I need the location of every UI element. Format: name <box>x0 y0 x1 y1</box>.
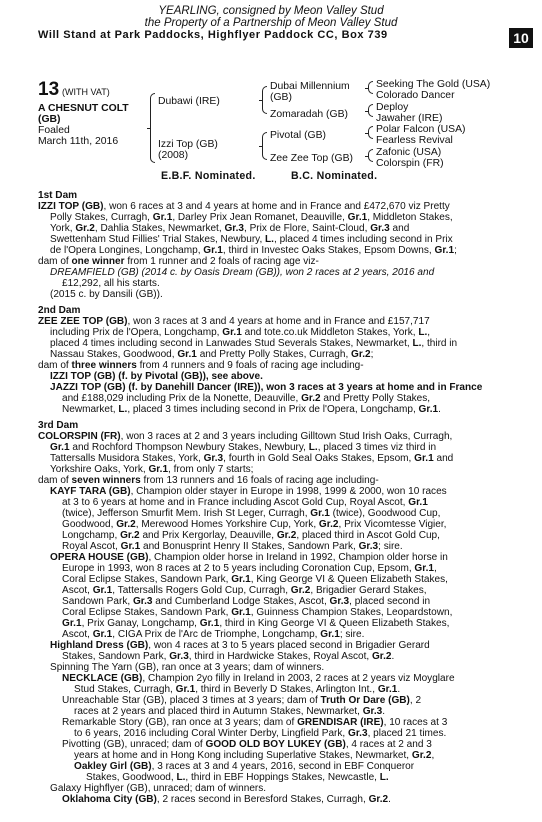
text-line: Polly Stakes, Curragh, Gr.1, Darley Prix Jean Romanet, Deauville, Gr.1, Middleton Stakes, <box>50 212 453 223</box>
dam-records <box>38 190 498 805</box>
first-dam-heading: 1st Dam <box>38 190 78 201</box>
gg-2: Colorado Dancer <box>376 90 455 101</box>
text-line: Gr.1 and Rochford Thompson Newbury Stakes, Newbury, L., placed 3 times viz third in <box>50 442 437 453</box>
sire-sire-country: (GB) <box>270 92 292 103</box>
text-line: DREAMFIELD (GB) (2014 c. by Oasis Dream (GB)), won 2 races at 2 years, 2016 and <box>50 267 435 278</box>
text-line: Gr.1, Prix Ganay, Longchamp, Gr.1, third in King George VI & Queen Elizabeth Stakes, <box>62 618 450 629</box>
pedigree-brace-main <box>150 93 155 163</box>
gg-6: Fearless Revival <box>376 135 453 146</box>
text-line: JAZZI TOP (GB) (f. by Danehill Dancer (IRE)), won 3 races at 3 years at home and in France <box>50 382 483 393</box>
text-line: (2015 c. by Dansili (GB)). <box>50 289 163 300</box>
text-line: Ascot, Gr.1, Tattersalls Rogers Gold Cup, Curragh, Gr.2, Brigadier Gerard Stakes, <box>62 585 427 596</box>
second-dam-line-0: ZEE ZEE TOP (GB), won 3 races at 3 and 4 years at home and in France and £157,717 <box>38 316 430 327</box>
text-line: Ascot, Gr.1, CIGA Prix de l'Arc de Triomphe, Longchamp, Gr.1; sire. <box>62 629 365 640</box>
text-line: OPERA HOUSE (GB), Champion older horse in Ireland in 1992, Champion older horse in <box>50 552 448 563</box>
text-line: Stakes, Goodwood, L., third in EBF Hoppings Stakes, Newcastle, L. <box>86 772 389 783</box>
text-line: dam of three winners from 4 runners and 9 foals of racing age including- <box>38 360 364 371</box>
text-line: years at home and in Hong Kong including Superlative Stakes, Newmarket, Gr.2, <box>74 750 435 761</box>
third-dam-heading: 3rd Dam <box>38 420 79 431</box>
text-line: Royal Ascot, Gr.1 and Bonusprint Henry II Stakes, Sandown Park, Gr.3; sire. <box>62 541 403 552</box>
text-line: Longchamp, Gr.2 and Prix Kergorlay, Deauville, Gr.2, placed third in Ascot Gold Cup, <box>62 530 440 541</box>
text-line: de l'Opera Longines, Longchamp, Gr.1, third in Investec Oaks Stakes, Epsom Downs, Gr.1; <box>50 245 457 256</box>
text-line: Sandown Park, Gr.3 and Cumberland Lodge Stakes, Ascot, Gr.3, placed second in <box>62 596 431 607</box>
consignor-line: YEARLING, consigned by Meon Valley Stud <box>158 5 384 17</box>
first-dam-name: IZZI TOP (GB) <box>38 201 104 212</box>
text-line: Stakes, Sandown Park, Gr.3, third in Hardwicke Stakes, Royal Ascot, Gr.2. <box>62 651 395 662</box>
lot-info <box>38 81 110 99</box>
ebf-nominated: E.B.F. Nominated. <box>161 170 256 182</box>
text-line: at 3 to 6 years at home and in France including Ascot Gold Cup, Royal Ascot, Gr.1 <box>62 497 428 508</box>
text-line: dam of one winner from 1 runner and 2 foals of racing age viz- <box>38 256 319 267</box>
lot-description: A CHESNUT COLT <box>38 103 129 114</box>
pedigree-brace-sire <box>262 86 267 114</box>
text-line: Spinning The Yarn (GB), ran once at 3 years; dam of winners. <box>50 662 325 673</box>
dam-sire: Pivotal (GB) <box>270 130 327 141</box>
gg-7: Zafonic (USA) <box>376 147 442 158</box>
foaled-date: March 11th, 2016 <box>38 136 119 147</box>
sire-sire: Dubai Millennium <box>270 81 350 92</box>
pedigree-brace-ss <box>368 81 373 94</box>
text-line: £12,292, all his starts. <box>62 278 160 289</box>
text-line: Newmarket, L., placed 3 times including second in Prix de l'Opera, Longchamp, Gr.1. <box>62 404 441 415</box>
gg-4: Jawaher (IRE) <box>376 113 443 124</box>
text-line: to 6 years, 2016 including Coral Winter Derby, Lingfield Park, Gr.3, placed 21 times. <box>74 728 447 739</box>
gg-1: Seeking The Gold (USA) <box>376 79 491 90</box>
text-line: IZZI TOP (GB) (f. by Pivotal (GB)), see above. <box>50 371 263 382</box>
text-line: NECKLACE (GB), Champion 2yo filly in Ireland in 2003, 2 races at 2 years viz Moyglare <box>62 673 455 684</box>
text-line: including Prix de l'Opera, Longchamp, Gr.1 and tote.co.uk Middleton Stakes, York, L., <box>50 327 431 338</box>
bc-nominated: B.C. Nominated. <box>291 170 378 182</box>
third-dam-line-0: COLORSPIN (FR), won 3 races at 2 and 3 years including Gilltown Stud Irish Oaks, Curragh, <box>38 431 453 442</box>
pedigree-brace-ds <box>368 126 373 139</box>
text-line: (twice), Jefferson Smurfit Mem. Irish St Leger, Curragh, Gr.1 (twice), Goodwood Cup, <box>62 508 441 519</box>
text-line: KAYF TARA (GB), Champion older stayer in Europe in 1998, 1999 & 2000, won 10 races <box>50 486 447 497</box>
text-line: Swettenham Stud Fillies' Trial Stakes, Newbury, L., placed 4 times including second in Prix <box>50 234 453 245</box>
text-line: York, Gr.2, Dahlia Stakes, Newmarket, Gr.3, Prix de Flore, Saint-Cloud, Gr.3 and <box>50 223 410 234</box>
text-line: and £188,029 including Prix de la Nonette, Deauville, Gr.2 and Pretty Polly Stakes, <box>62 393 431 404</box>
text-line: races at 2 years and placed third in Autumn Stakes, Newmarket, Gr.3. <box>74 706 386 717</box>
foaled-label: Foaled <box>38 125 70 136</box>
text-line: Oklahoma City (GB), 2 races second in Beresford Stakes, Curragh, Gr.2. <box>62 794 391 805</box>
dam-dam: Zee Zee Top (GB) <box>270 153 353 164</box>
text-line: Highland Dress (GB), won 4 races at 3 to 5 years placed second in Brigadier Gerard <box>50 640 430 651</box>
text-line: Unreachable Star (GB), placed 3 times at 3 years; dam of Truth Or Dare (GB), 2 <box>62 695 422 706</box>
text-line: Coral Eclipse Stakes, Sandown Park, Gr.1, King George VI & Queen Elizabeth Stakes, <box>62 574 448 585</box>
sire-name: Dubawi (IRE) <box>158 96 220 107</box>
location-line: Will Stand at Park Paddocks, Highflyer Paddock CC, Box 739 <box>38 29 388 41</box>
sire-dam: Zomaradah (GB) <box>270 109 348 120</box>
gg-3: Deploy <box>376 102 409 113</box>
text-line: placed 4 times including second in Lanwades Stud Severals Stakes, Newmarket, L., third in <box>50 338 458 349</box>
pedigree-brace-dam <box>262 132 267 160</box>
pedigree-brace-sd <box>368 104 373 117</box>
text-line: Europe in 1993, won 8 races at 2 to 5 years including Coronation Cup, Epsom, Gr.1, <box>62 563 437 574</box>
second-dam-heading: 2nd Dam <box>38 305 81 316</box>
text-line: Nassau Stakes, Goodwood, Gr.1 and Pretty Polly Stakes, Curragh, Gr.2; <box>50 349 374 360</box>
text-line: Tattersalls Musidora Stakes, York, Gr.3, fourth in Gold Seal Oaks Stakes, Epsom, Gr.1 and <box>50 453 454 464</box>
vat-note: (WITH VAT) <box>62 87 110 97</box>
dam-name: Izzi Top (GB) <box>158 139 218 150</box>
text-line: Galaxy Highflyer (GB), unraced; dam of winners. <box>50 783 267 794</box>
lot-badge: 10 <box>509 28 533 48</box>
gg-5: Polar Falcon (USA) <box>376 124 466 135</box>
text-line: Yorkshire Oaks, York, Gr.1, from only 7 starts; <box>50 464 254 475</box>
text-line: Oakley Girl (GB), 3 races at 3 and 4 years, 2016, second in EBF Conqueror <box>74 761 415 772</box>
second-dam-name: ZEE ZEE TOP (GB) <box>38 316 128 327</box>
lot-number: 13 <box>38 79 60 100</box>
text-line: dam of seven winners from 13 runners and 16 foals of racing age including- <box>38 475 379 486</box>
first-dam-line-0: IZZI TOP (GB), won 6 races at 3 and 4 years at home and in France and £472,670 viz Pretty <box>38 201 450 212</box>
text-line: Coral Eclipse Stakes, Sandown Park, Gr.1, Guinness Champion Stakes, Leopardstown, <box>62 607 453 618</box>
lot-country: (GB) <box>38 114 61 125</box>
dam-year: (2008) <box>158 150 189 161</box>
text-line: Remarkable Story (GB), ran once at 3 years; dam of GRENDISAR (IRE), 10 races at 3 <box>62 717 448 728</box>
text-line: Pivotting (GB), unraced; dam of GOOD OLD BOY LUKEY (GB), 4 races at 2 and 3 <box>62 739 432 750</box>
text-line: Goodwood, Gr.2, Merewood Homes Yorkshire Cup, York, Gr.2, Prix Vicomtesse Vigier, <box>62 519 447 530</box>
pedigree-brace-dd <box>368 149 373 162</box>
gg-8: Colorspin (FR) <box>376 158 444 169</box>
text-line: Stud Stakes, Curragh, Gr.1, third in Beverly D Stakes, Arlington Int., Gr.1. <box>74 684 401 695</box>
third-dam-name: COLORSPIN (FR) <box>38 431 121 442</box>
owner-line: the Property of a Partnership of Meon Valley Stud <box>144 17 398 29</box>
